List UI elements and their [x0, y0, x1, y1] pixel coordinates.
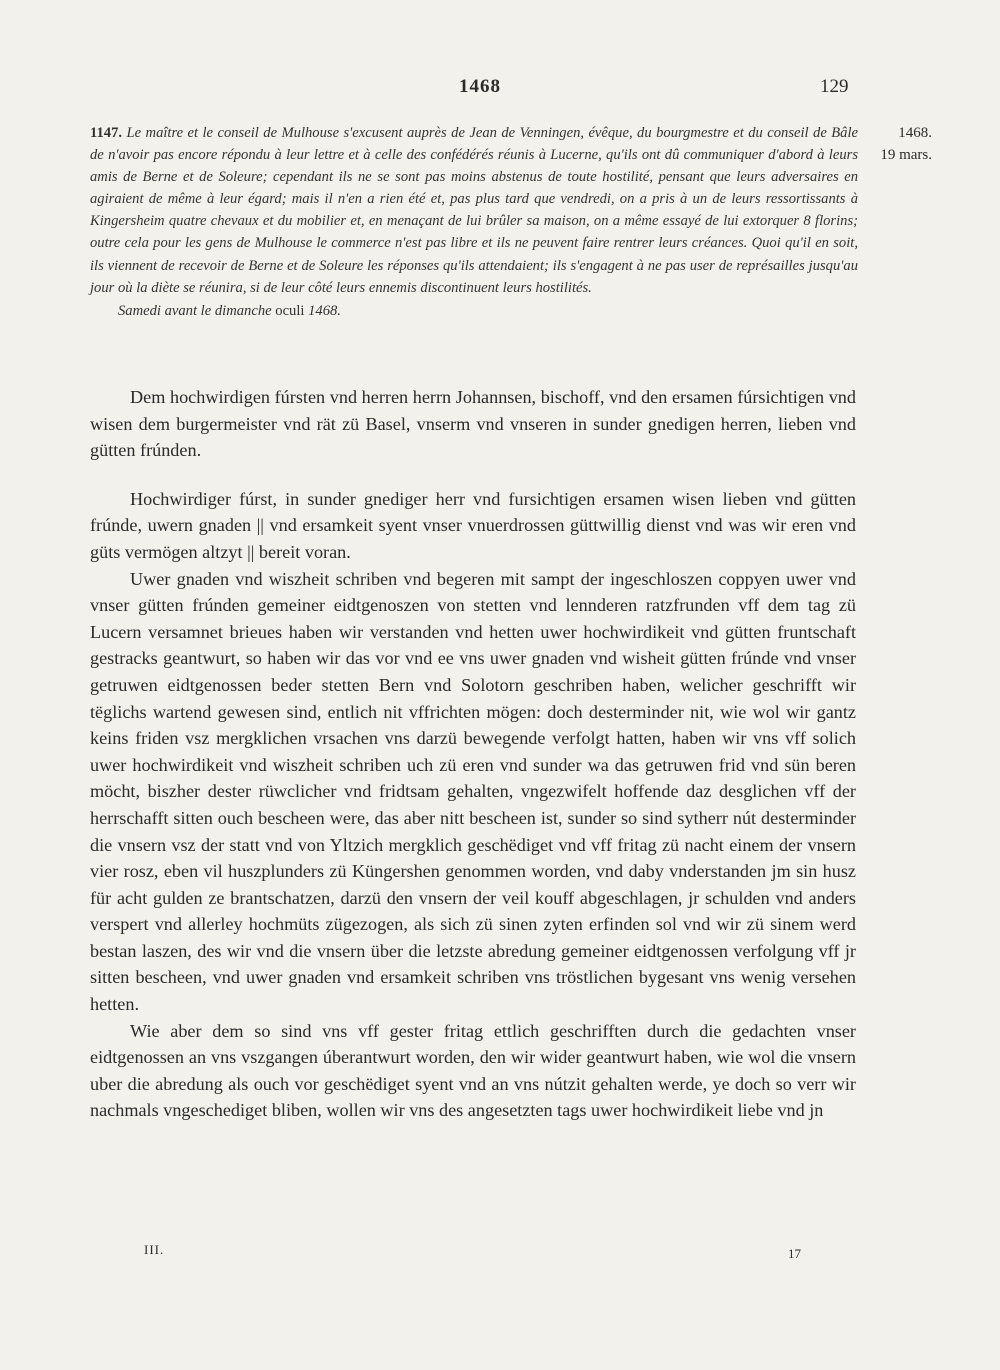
- date-line-text: Samedi avant le dimanche: [118, 302, 272, 319]
- margin-day: 19 mars.: [880, 147, 932, 163]
- footer-sheet-number: 17: [788, 1246, 801, 1261]
- date-year: 1468.: [308, 302, 341, 319]
- letter-body: [90, 384, 856, 1124]
- running-header-year: 1468: [459, 76, 501, 97]
- summary-date-line: [90, 300, 858, 322]
- letter-paragraph-1: Hochwirdiger fúrst, in sunder gnediger herr vnd fursichtigen ersamen wisen lieben vnd gütten frúnde, uwern gnaden || vnd ersamkeit syent vnser vnuerdrossen güttwillig dienst vnd was wir eren vnd güts vermögen altzyt || bereit voran.: [90, 488, 856, 562]
- document-summary: [90, 122, 858, 322]
- date-oculi: oculi: [275, 302, 305, 319]
- page-number: 129: [820, 76, 849, 97]
- document-number: 1147.: [90, 125, 123, 141]
- footer-signature: III.: [144, 1242, 165, 1257]
- margin-date: [868, 122, 932, 166]
- summary-text: Le maître et le conseil de Mulhouse s'excusent auprès de Jean de Venningen, évêque, du bourgmestre et du conseil de Bâle de n'avoir pas encore répondu à leur lettre et à celle des confédérés réunis à Lucerne, qu'ils ont dû communiquer d'abord à leurs amis de Berne et de Soleure; cependant ils ne se sont pas moins abstenus de toute hostilité, pensant que leurs adversaires en agiraient de même à leur égard; mais il n'en a rien été et, pas plus tard que vendredi, on a pris à un de leurs ressortissants à Kingersheim quatre chevaux et du mobilier et, en menaçant de lui brûler sa maison, on a même essayé de lui extorquer 8 florins; outre cela pour les gens de Mulhouse le commerce n'est pas libre et ils ne peuvent faire rentrer leurs créances. Quoi qu'il en soit, ils viennent de recevoir de Berne et de Soleure les réponses qu'ils attendaient; ils s'engagent à ne pas user de représailles jusqu'au jour où la diète se réunira, si de leur côté leurs ennemis discontinuent leurs hostilités.: [90, 125, 858, 296]
- letter-paragraph-3: Wie aber dem so sind vns vff gester fritag ettlich geschrifften durch die gedachten vnser eidtgenossen an vns vszgangen úberantwurt worden, den wir wider geantwurt haben, wie wol die vnsern uber die abredung als ouch vor geschëdiget syent vnd an vns nútzit gehalten werde, ye doch so verr wir nachmals vngeschediget bliben, wollen wir vns des angesetzten tags uwer hochwirdikeit liebe vnd jn: [90, 1020, 856, 1121]
- letter-address: Dem hochwirdigen fúrsten vnd herren herrn Johannsen, bischoff, vnd den ersamen fúrsichtigen vnd wisen dem burgermeister vnd rät zü Basel, vnserm vnd vnseren in sunder gnedigen herren, lieben vnd gütten frúnden.: [90, 387, 856, 461]
- letter-paragraph-2: Uwer gnaden vnd wiszheit schriben vnd begeren mit sampt der ingeschloszen coppyen uwer vnd vnser gütten frúnden gemeiner eidtgenoszen von stetten vnd lennderen ratzfrunden vff dem tag zü Lucern versamnet brieues haben wir verstanden vnd hetten uwer hochwirdikeit vnd gütten fruntschaft gestracks geantwurt, so haben wir das vor vnd ee vns uwer gnaden vnd wisheit gütten frúnde vnd vnser getruwen eidtgenossen beder stetten Bern vnd Solotorn geschriben haben, welicher geschrifft wir tëglichs wartend gewesen sind, entlich nit vffrichten mögen: doch desterminder nit, wie wol wir gantz keins friden vsz mergklichen vrsachen vns darzü bewegende verfolgt hatten, haben wir vns vff solich uwer hochwirdikeit vnd wiszheit schriben uch zü eren vnd sunder wa das getruwen frid vnd sün beren möcht, biszher dester rüwclicher vnd fridtsam gehalten, vngezwifelt hoffende daz desglichen vff der herrschafft sitten ouch bescheen were, das aber nitt bescheen ist, sunder so sind sytherr nút desterminder die vnsern vsz der statt vnd von Yltzich mergklich geschëdiget vnd vff fritag zü nacht einem der vnsern vier rosz, eben vil huszplunders zü Küngershen genommen worden, vnd daby vnderstanden jm sin husz für acht gulden ze brantschatzen, darzü den vnsern der veil kouff abgeschlagen, jr schulden vnd anders verspert vnd allerley hochmüts zügezogen, als sich zü sinen zyten erfinden sol vnd wir zü sinem werd bestan laszen, des wir vnd die vnsern über die letzste abredung gemeiner eidtgenossen verfolgung vff jr sitten bescheen, vnd uwer gnaden vnd ersamkeit schriben vns tröstlichen bygesant vns wenig versehen hetten.: [90, 568, 856, 1015]
- summary-paragraph: [90, 122, 858, 299]
- margin-year: 1468.: [898, 125, 932, 141]
